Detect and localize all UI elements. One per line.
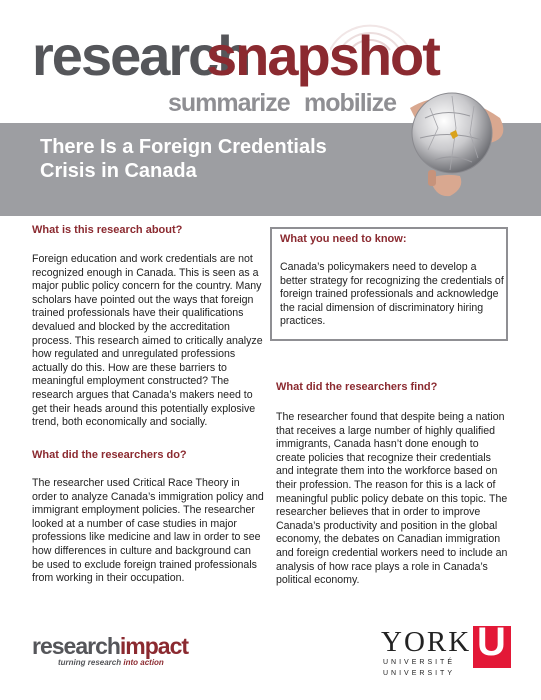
- research-impact-tagline: [58, 658, 164, 667]
- did-heading: What did the researchers do?: [32, 449, 187, 461]
- research-impact-logo: [32, 633, 188, 660]
- york-u-mark: [473, 620, 511, 668]
- logo-research-text: research: [32, 633, 120, 659]
- tagline-turning-research: turning research: [58, 658, 122, 667]
- globe-in-hand-image: [390, 78, 530, 218]
- brand-snapshot: snapshot: [206, 24, 439, 87]
- know-body: Canada’s policymakers need to develop a better strategy for recognizing the credentials of foreign trained professionals and acknowledge the racial dimension of discriminatory hiring practices.: [280, 261, 504, 328]
- find-heading: What did the researchers find?: [276, 381, 438, 393]
- brand-research: research: [32, 24, 250, 87]
- york-u-letter: U: [477, 620, 506, 664]
- york-universite: UNIVERSITÉ: [383, 659, 456, 666]
- york-university: UNIVERSITY: [383, 670, 456, 677]
- logo-impact-text: impact: [119, 633, 189, 659]
- page-title: There Is a Foreign Credentials Crisis in Canada: [40, 136, 327, 182]
- tagline-summarize: summarize: [168, 89, 290, 117]
- did-body: The researcher used Critical Race Theory in order to analyze Canada’s immigration policy and immigrant employment policies. The researcher looked at a number of case studies in major professions like medicine and law in order to see how differences in culture and background can be used to exclude foreign trained professionals from working in their occupation.: [32, 477, 264, 585]
- find-body: The researcher found that despite being a nation that receives a large number of highly qualified immigrants, Canada hasn’t done enough to create policies that recognize their credentials and integrate them into the workforce based on their profession. The reason for this is a lack of meaningful public policy debate on this topic. The researcher believes that in order to improve Canada’s productivity and position in the global economy, the debates on Canadian immigration and foreign credential workers need to include an analysis of how race plays a role in Canada’s political economy.: [276, 411, 508, 587]
- about-heading: What is this research about?: [32, 224, 183, 236]
- tagline-mobilize: mobilize: [304, 89, 397, 117]
- know-heading: What you need to know:: [280, 233, 407, 245]
- york-wordmark: YORK: [381, 626, 472, 658]
- tagline-into-action: into action: [123, 658, 164, 667]
- about-body: Foreign education and work credentials are not recognized enough in Canada. This is seen as a major public policy concern for the country. Many scholars have pointed out the ways that foreign trained professionals have their qualifications devalued and blocked by the accreditation process. This research aimed to critically analyze how regulated and unregulated professions actually do this. How are these barriers to meaningful employment constructed? The research argues that Canada’s makers need to get their heads around this potentially explosive trend, both economically and socially.: [32, 253, 263, 429]
